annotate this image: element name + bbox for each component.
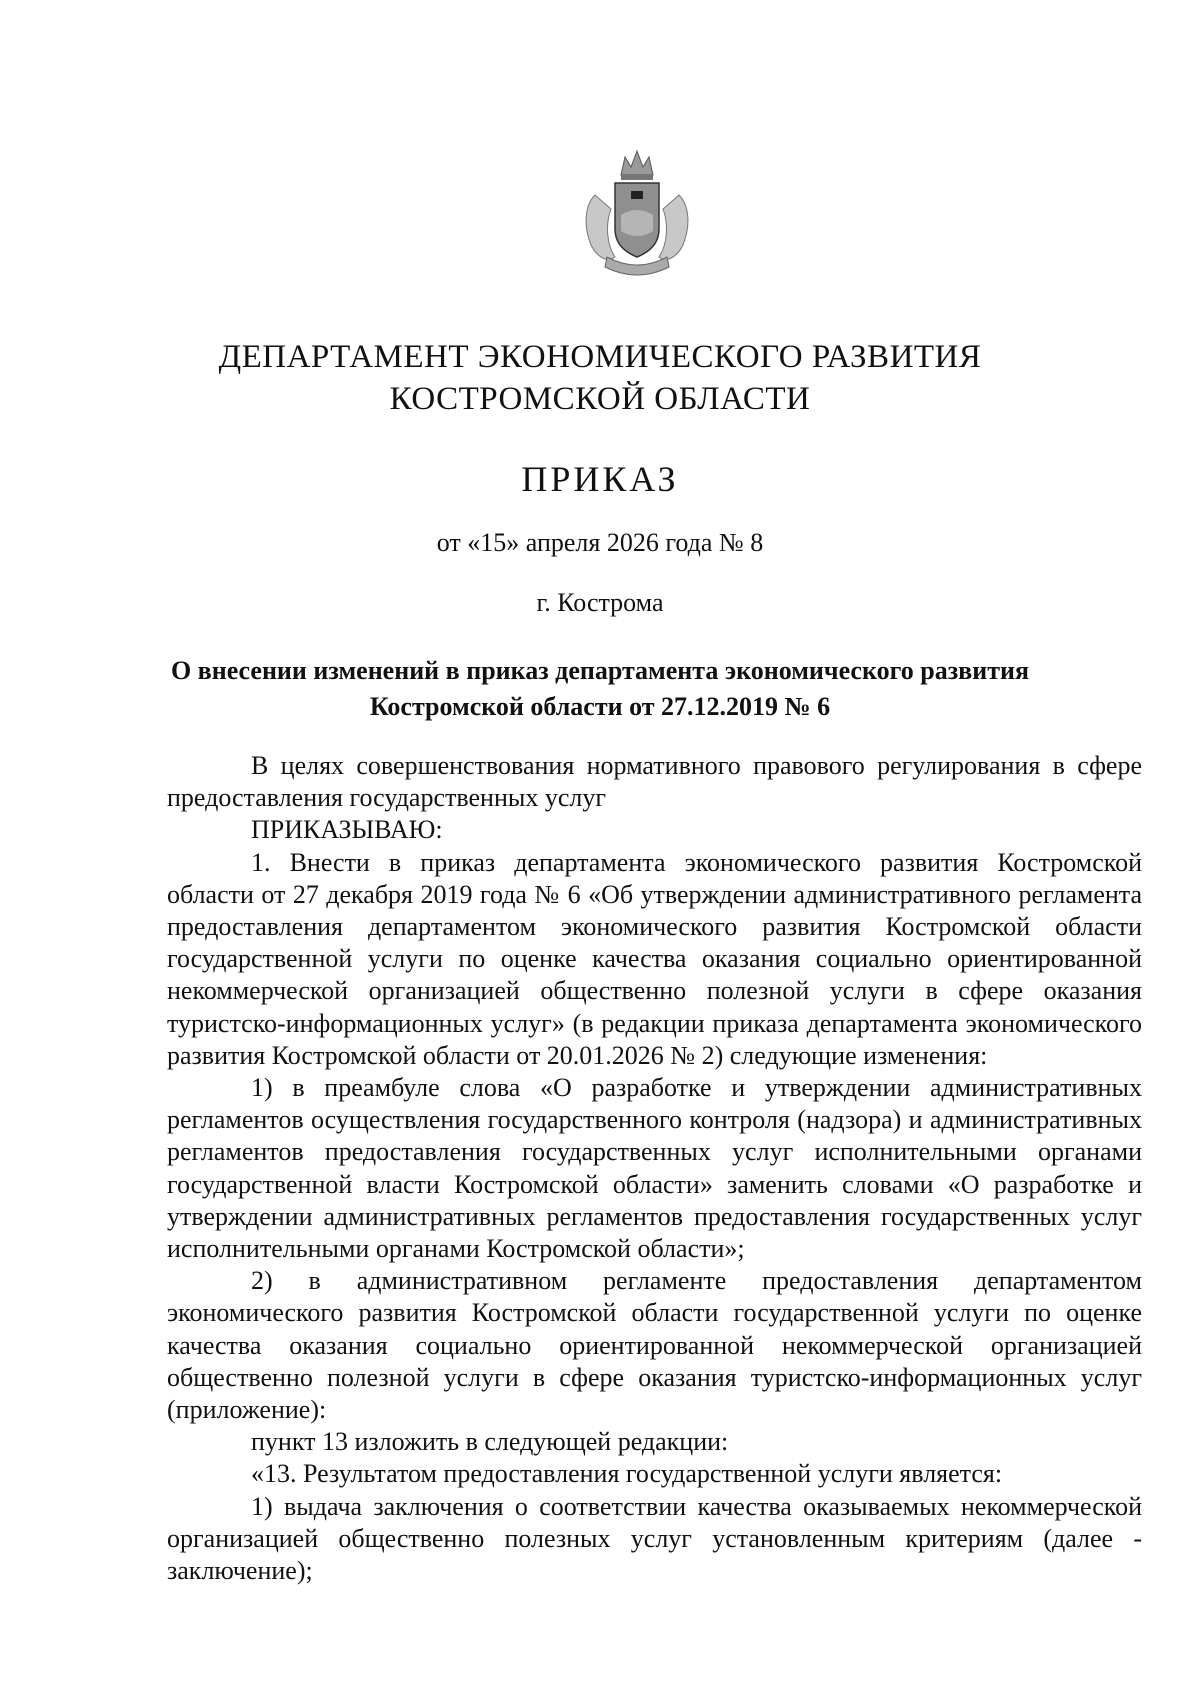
department-name xyxy=(0,336,1200,420)
paragraph-subitem-2: 2) в административном регламенте предоставления департаментом экономического развития Костромской области государственной услуги по оценке качества оказания социально ориентированной некоммерческой организацией общественно полезной услуги в сфере оказания туристско-информационных услуг (приложение): xyxy=(167,1266,1142,1425)
department-name-line2: КОСТРОМСКОЙ ОБЛАСТИ xyxy=(389,381,811,417)
document-city: г. Кострома xyxy=(536,588,664,617)
paragraph-point-13: «13. Результатом предоставления государственной услуги является: xyxy=(251,1459,1003,1489)
document-type-title: ПРИКАЗ xyxy=(521,459,679,499)
paragraph-point-13-intro: пункт 13 изложить в следующей редакции: xyxy=(251,1427,729,1457)
paragraph-order-word: ПРИКАЗЫВАЮ: xyxy=(251,815,443,845)
coat-of-arms-emblem xyxy=(577,145,697,285)
document-body xyxy=(167,750,1142,1587)
document-subject xyxy=(150,653,1050,725)
paragraph-item-1: 1. Внести в приказ департамента экономического развития Костромской области от 27 декабря 2019 года № 6 «Об утверждении административного регламента предоставления департаментом экономического развития Костромской области государственной услуги по оценке качества оказания социально ориентированной некоммерческой организацией общественно полезной услуги в сфере оказания туристско-информационных услуг» (в редакции приказа департамента экономического развития Костромской области от 20.01.2026 № 2) следующие изменения: xyxy=(167,847,1142,1070)
paragraph-subitem-1: 1) в преамбуле слова «О разработке и утверждении административных регламентов осуществления государственного контроля (надзора) и административных регламентов предоставления государственных услуг исполнительными органами государственной власти Костромской области» заменить словами «О разработке и утверждении административных регламентов предоставления государственных услуг исполнительными органами Костромской области»; xyxy=(167,1073,1142,1264)
document-subject-line2: Костромской области от 27.12.2019 № 6 xyxy=(369,692,831,721)
document-subject-line1: О внесении изменений в приказ департамента экономического развития xyxy=(170,656,1030,685)
document-date-number: от «15» апреля 2026 года № 8 xyxy=(436,528,764,557)
paragraph-point-13-subitem-1: 1) выдача заключения о соответствии качества оказываемых некоммерческой организацией общественно полезных услуг установленным критериям (далее - заключение); xyxy=(167,1491,1142,1586)
department-name-line1: ДЕПАРТАМЕНТ ЭКОНОМИЧЕСКОГО РАЗВИТИЯ xyxy=(218,339,982,375)
paragraph-preamble: В целях совершенствования нормативного правового регулирования в сфере предоставления государственных услуг xyxy=(167,751,1142,813)
